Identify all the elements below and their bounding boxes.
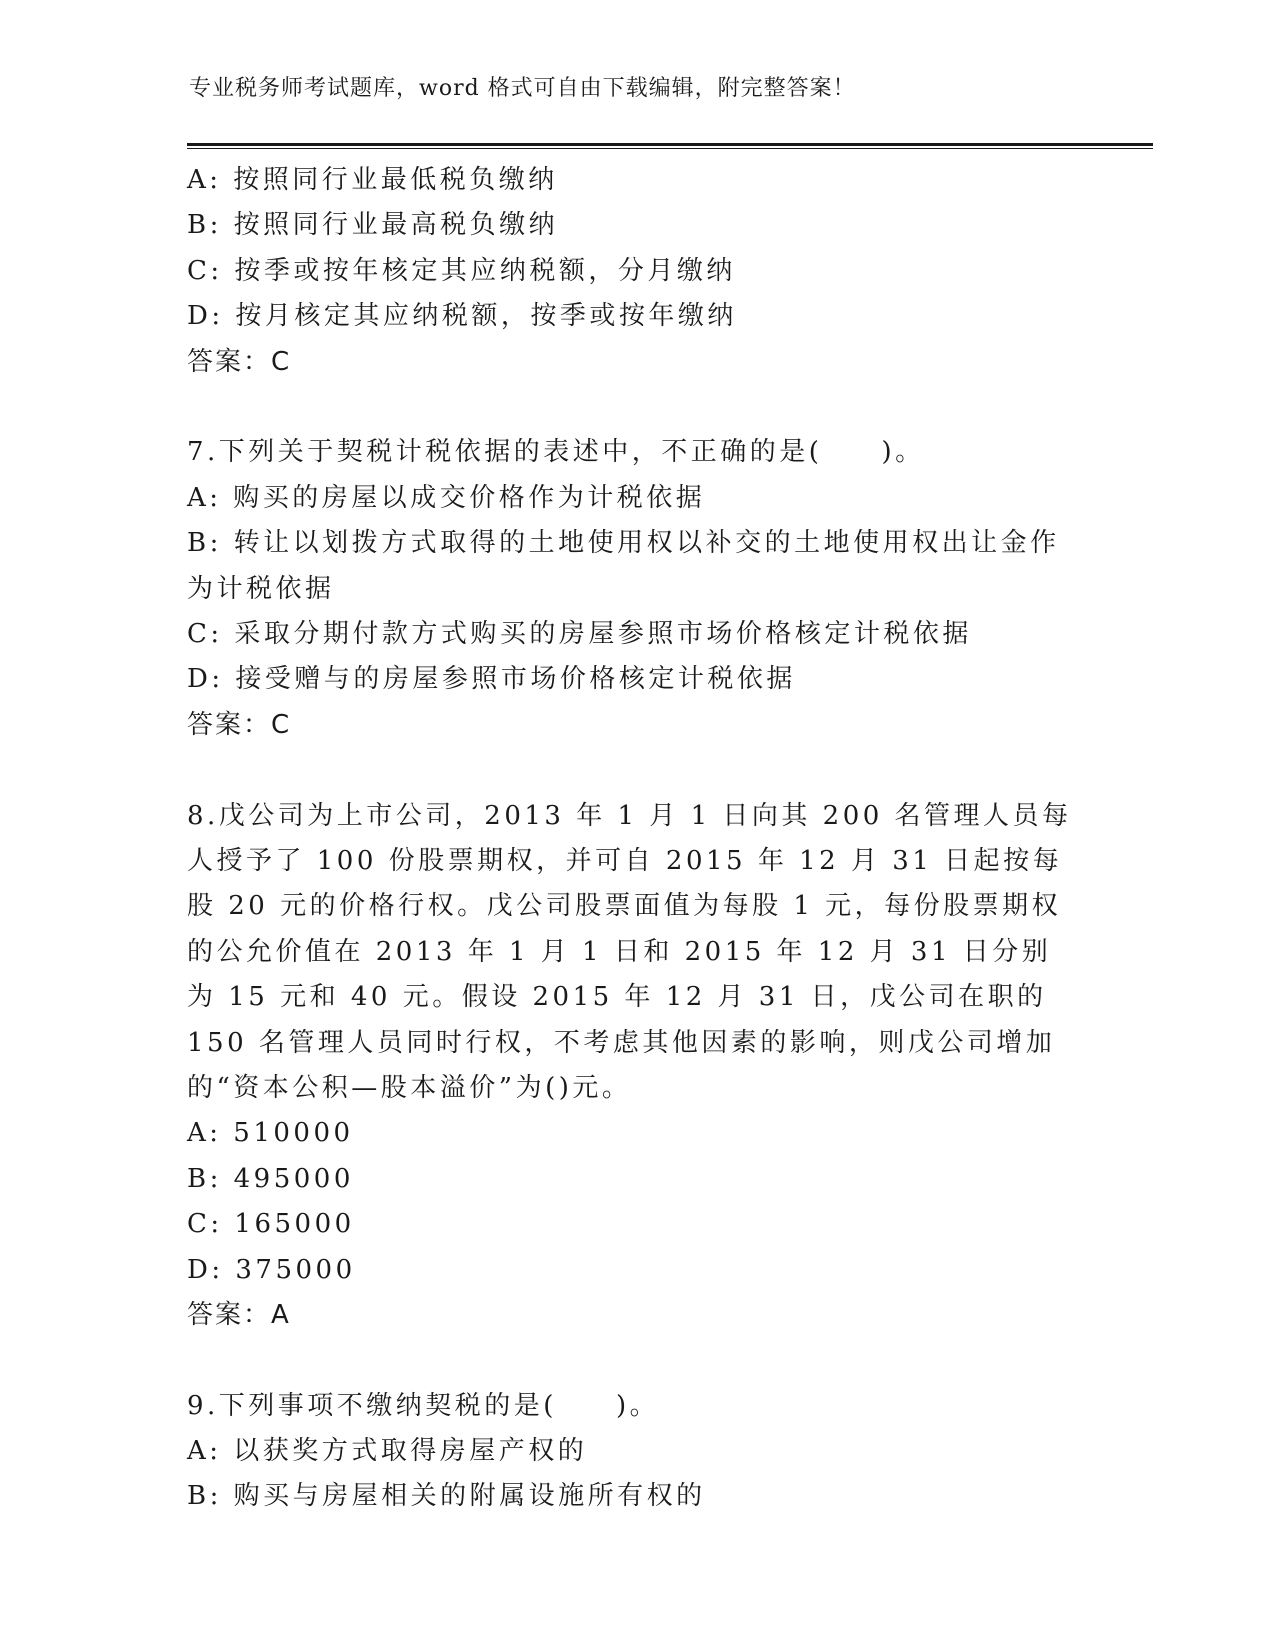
question-stem: 9.下列事项不缴纳契税的是( )。 [187,1390,660,1421]
header-divider-thin [187,148,1153,149]
option-b: B: 转让以划拨方式取得的土地使用权以补交的土地使用权出让金作为计税依据 [187,528,1060,604]
spacer [187,748,1077,793]
page-header-title: 专业税务师考试题库，word 格式可自由下载编辑，附完整答案！ [189,76,856,101]
option-c: C: 按季或按年核定其应纳税额，分月缴纳 [187,255,736,286]
option-b: B: 购买与房屋相关的附属设施所有权的 [187,1481,706,1512]
option-d: D: 375000 [187,1254,356,1285]
question-8 [187,794,1077,1339]
question-stem: 8.戊公司为上市公司，2013 年 1 月 1 日向其 200 名管理人员每人授予了 100 份股票期权，并可自 2015 年 12 月 31 日起按每股 20 元的价格行权。戊公司股票面值为每股 1 元，每份股票期权的公允价值在 2013 年 1 月 1 日和 2015 年 12 月 31 日分别为 15 元和 40 元。假设 2015 年 12 月 31 日，戊公司在职的 150 名管理人员同时行权，不考虑其他因素的影响，则戊公司增加的“资本公积—股本溢价”为()元。 [187,800,1072,1103]
document-body [187,158,1077,1520]
option-d: D: 按月核定其应纳税额，按季或按年缴纳 [187,301,737,332]
answer: 答案：C [187,346,292,377]
option-a: A: 以获奖方式取得房屋产权的 [187,1436,588,1467]
header-divider [187,143,1153,150]
option-a: A: 购买的房屋以成交价格作为计税依据 [187,482,706,513]
option-a: A: 510000 [187,1118,354,1149]
question-7 [187,430,1077,748]
spacer [187,385,1077,430]
option-a: A: 按照同行业最低税负缴纳 [187,165,558,195]
option-b: B: 按照同行业最高税负缴纳 [187,210,559,241]
answer: 答案：C [187,709,292,740]
option-b: B: 495000 [187,1163,354,1194]
spacer [187,1338,1077,1383]
option-c: C: 165000 [187,1209,355,1240]
question-9 [187,1384,1077,1520]
option-d: D: 接受赠与的房屋参照市场价格核定计税依据 [187,664,796,695]
question-stem: 7.下列关于契税计税依据的表述中，不正确的是( )。 [187,437,925,468]
header-divider-thick [187,143,1153,146]
question-6-continued [187,158,1077,385]
option-c: C: 采取分期付款方式购买的房屋参照市场价格核定计税依据 [187,618,972,649]
answer: 答案：A [187,1299,291,1330]
